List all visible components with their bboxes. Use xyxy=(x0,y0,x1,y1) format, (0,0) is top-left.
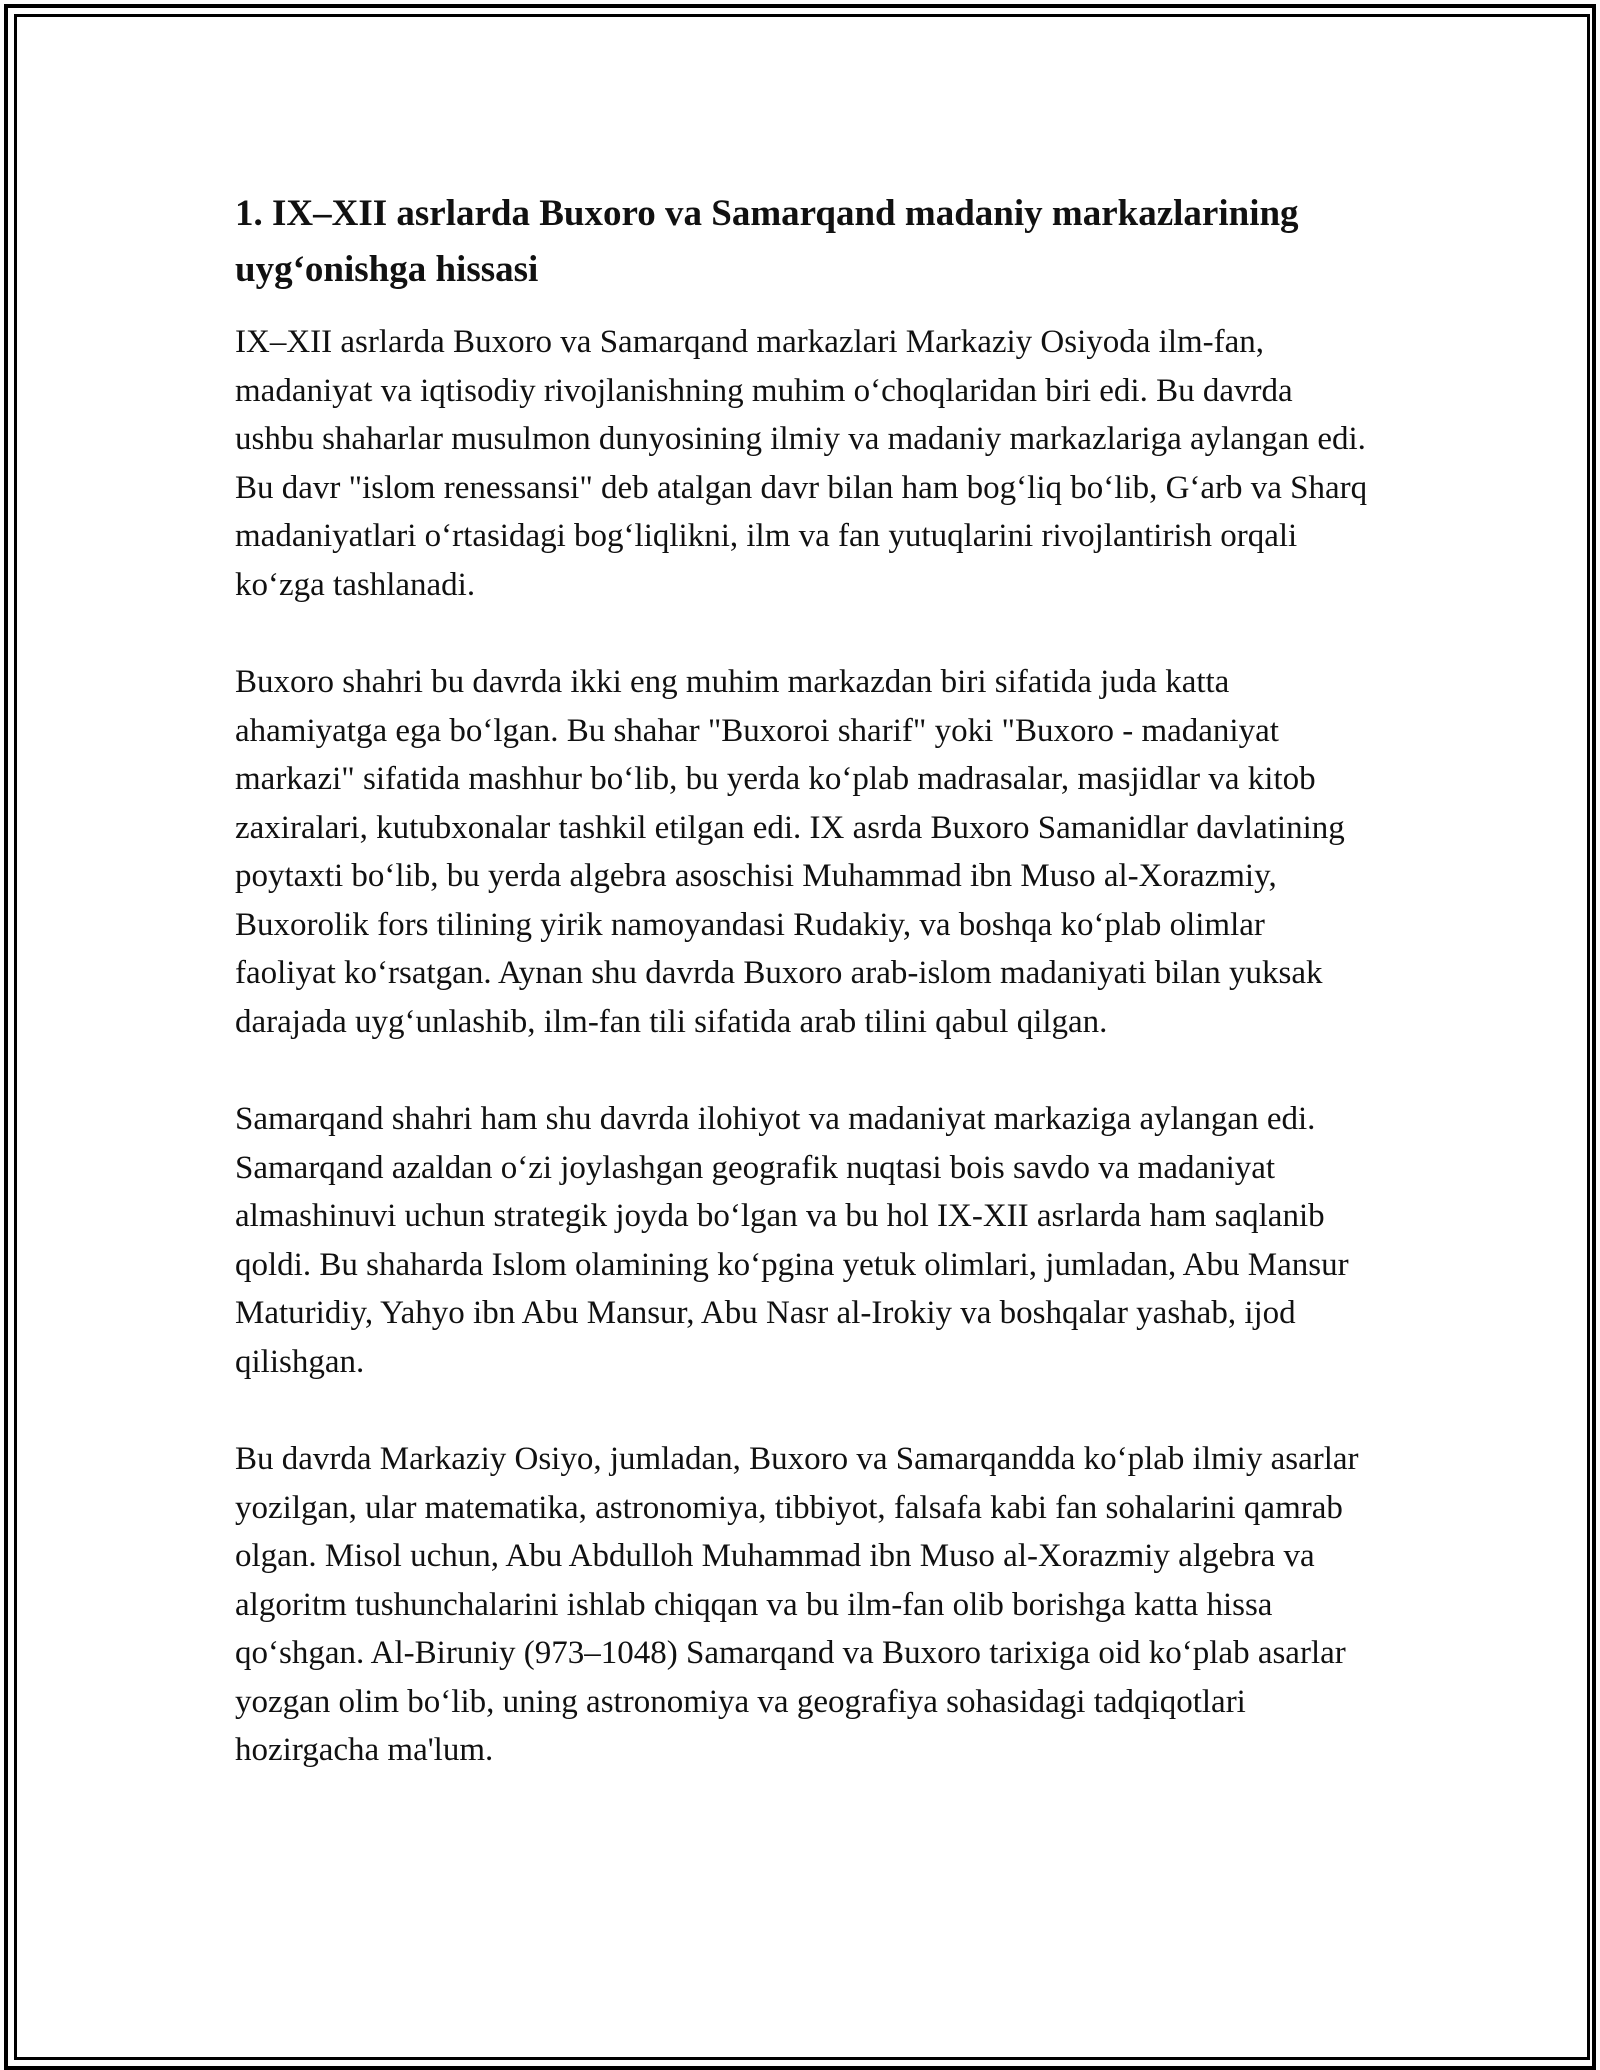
section-heading: 1. IX–XII asrlarda Buxoro va Samarqand madaniy markazlarining uyg‘onishga hissasi xyxy=(235,193,1299,290)
paragraph-scholarship: Bu davrda Markaziy Osiyo, jumladan, Buxoro va Samarqandda ko‘plab ilmiy asarlar yozilgan, ular matematika, astronomiya, tibbiyot, falsafa kabi fan sohalarini qamrab olgan. Misol uchun, Abu Abdulloh Muhammad ibn Muso al-Xorazmiy algebra va algoritm tushunchalarini ishlab chiqqan va bu ilm-fan olib borishga katta hissa qo‘shgan. Al-Biruniy (973–1048) Samarqand va Buxoro tarixiga oid ko‘plab asarlar yozgan olim bo‘lib, uning astronomiya va geografiya sohasidagi tadqiqotlari hozirgacha ma'lum. xyxy=(235,1441,1359,1768)
paragraph-samarkand: Samarqand shahri ham shu davrda ilohiyot va madaniyat markaziga aylangan edi. Samarqand azaldan o‘zi joylashgan geografik nuqtasi bois savdo va madaniyat almashinuvi uchun strategik joyda bo‘lgan va bu hol IX-XII asrlarda ham saqlanib qoldi. Bu shaharda Islom olamining ko‘pgina yetuk olimlari, jumladan, Abu Mansur Maturidiy, Yahyo ibn Abu Mansur, Abu Nasr al-Irokiy va boshqalar yashab, ijod qilishgan. xyxy=(235,1101,1349,1380)
document-body xyxy=(235,186,1370,1824)
paragraph-intro: IX–XII asrlarda Buxoro va Samarqand markazlari Markaziy Osiyoda ilm-fan, madaniyat va iqtisodiy rivojlanishning muhim o‘choqlaridan biri edi. Bu davrda ushbu shaharlar musulmon dunyosining ilmiy va madaniy markazlariga aylangan edi. Bu davr "islom renessansi" deb atalgan davr bilan ham bog‘liq bo‘lib, G‘arb va Sharq madaniyatlari o‘rtasidagi bog‘liqlikni, ilm va fan yutuqlarini rivojlantirish orqali ko‘zga tashlanadi. xyxy=(235,324,1368,603)
paragraph-bukhara: Buxoro shahri bu davrda ikki eng muhim markazdan biri sifatida juda katta ahamiyatga ega bo‘lgan. Bu shahar "Buxoroi sharif" yoki "Buxoro - madaniyat markazi" sifatida mashhur bo‘lib, bu yerda ko‘plab madrasalar, masjidlar va kitob zaxiralari, kutubxonalar tashkil etilgan edi. IX asrda Buxoro Samanidlar davlatining poytaxti bo‘lib, bu yerda algebra asoschisi Muhammad ibn Muso al-Xorazmiy, Buxorolik fors tilining yirik namoyandasi Rudakiy, va boshqa ko‘plab olimlar faoliyat ko‘rsatgan. Aynan shu davrda Buxoro arab-islom madaniyati bilan yuksak darajada uyg‘unlashib, ilm-fan tili sifatida arab tilini qabul qilgan. xyxy=(235,664,1345,1040)
